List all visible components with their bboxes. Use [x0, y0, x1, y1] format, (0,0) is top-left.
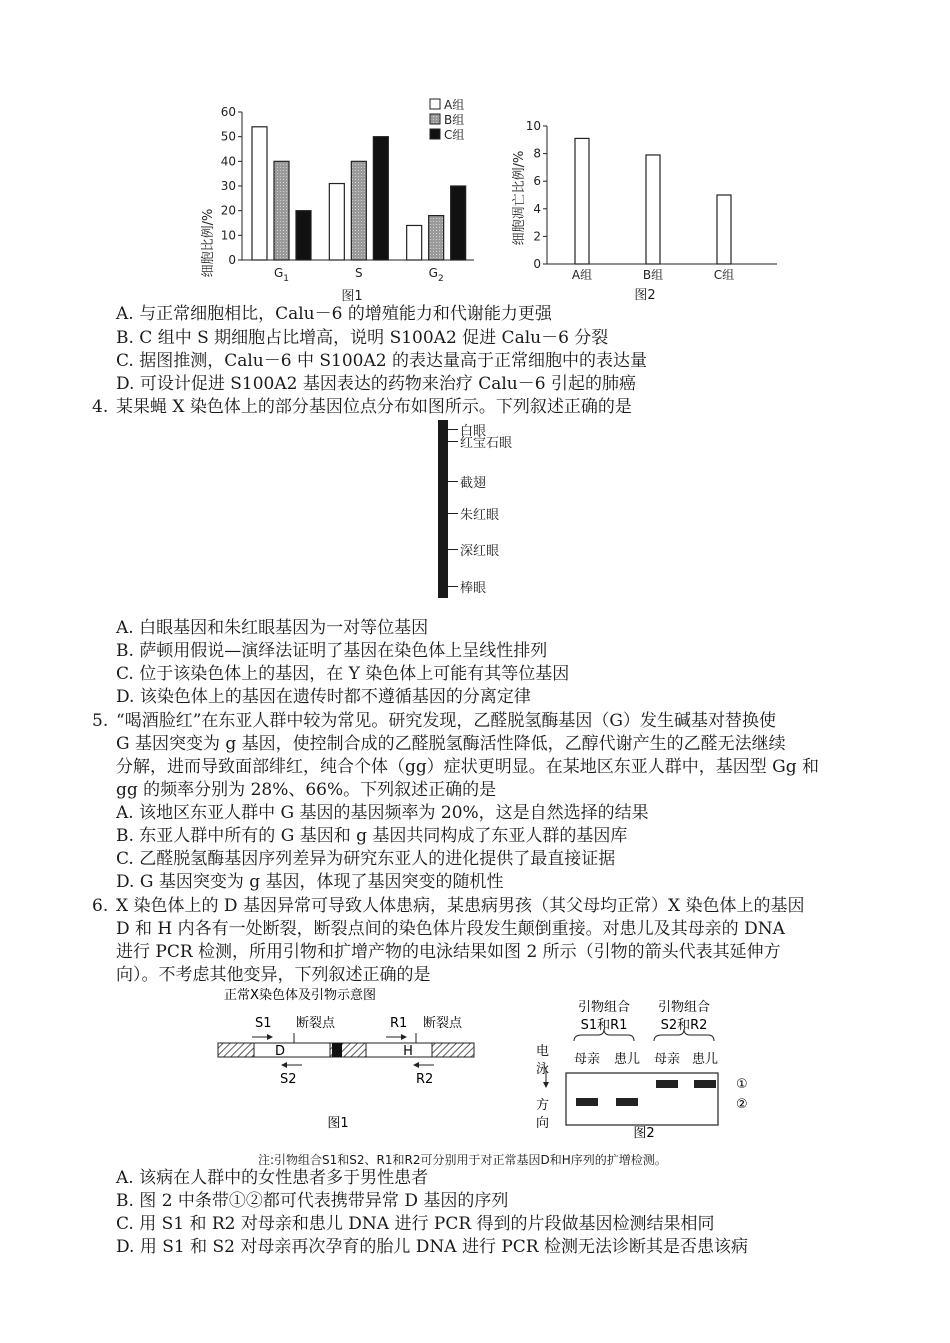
y-tick-label: 20 [220, 203, 236, 218]
y-axis-label: 细胞比例/% [201, 208, 216, 278]
direction-char: 向 [536, 1116, 550, 1131]
bar-G2-B组 [429, 216, 444, 260]
bar-S-C组 [373, 137, 388, 260]
band-1-marker: ① [736, 1077, 748, 1092]
centromere [332, 1043, 342, 1057]
direction-char: 方 [536, 1098, 550, 1113]
gene-label: 截翅 [460, 476, 487, 491]
gene-locus [448, 540, 499, 559]
primer-group-1-name: S1和R1 [580, 1018, 628, 1033]
q5-number: 5. [92, 711, 109, 731]
bar-B组 [646, 155, 660, 264]
bar-G2-C组 [451, 186, 466, 260]
bar-G1-B组 [274, 161, 289, 260]
q3-option-b: B. C 组中 S 期细胞占比增高，说明 S100A2 促进 Calu－6 分裂 [116, 328, 609, 348]
q4-option-c: C. 位于该染色体上的基因，在 Y 染色体上可能有其等位基因 [116, 664, 570, 684]
q4-option-b: B. 萨顿用假说—演绎法证明了基因在染色体上呈线性排列 [116, 641, 548, 661]
fig1-caption: 图1 [327, 1116, 349, 1130]
gene-h-segment [366, 1043, 432, 1057]
gene-tick [448, 513, 458, 514]
x-tick-label: C组 [713, 268, 735, 282]
legend-swatch [430, 129, 440, 139]
q6-stem-line3: 进行 PCR 检测，所用引物和扩增产物的电泳结果如图 2 所示（引物的箭头代表其延伸方 [116, 942, 781, 962]
y-tick-label: 30 [220, 179, 236, 193]
q6-figure-1 [210, 985, 480, 1130]
lane-label: 患儿 [613, 1052, 641, 1067]
fig2-caption: 图2 [633, 1126, 655, 1140]
x-tick-label: $G_1$ [273, 266, 290, 284]
q5-stem-line2: G 基因突变为 g 基因，使控制合成的乙醛脱氢酶活性降低，乙醇代谢产生的乙醛无法继续 [116, 734, 786, 754]
gene-label: 红宝石眼 [460, 436, 513, 451]
gene-tick [448, 441, 458, 442]
gene-tick [448, 481, 458, 482]
gene-tick [448, 429, 458, 430]
band-patient-s1r1 [616, 1098, 638, 1106]
q4-stem: 某果蝇 X 染色体上的部分基因位点分布如图所示。下列叙述正确的是 [116, 397, 632, 417]
q5-option-c: C. 乙醛脱氢酶基因序列差异为研究东亚人的进化提供了最直接证据 [116, 849, 616, 869]
bar-G1-A组 [252, 127, 267, 260]
direction-char: 电 [536, 1044, 550, 1059]
gene-locus-list [448, 420, 568, 600]
x-tick-label: $G_2$ [428, 266, 444, 284]
q6-note: 注:引物组合S1和S2、R1和R2可分别用于对正常基因D和H序列的扩增检测。 [258, 1153, 667, 1167]
y-tick-label: 0 [228, 253, 236, 267]
break-point-2-label: 断裂点 [423, 1016, 463, 1031]
gene-locus [448, 577, 486, 596]
legend-label: A组 [444, 98, 465, 112]
primer-r2-label: R2 [416, 1072, 434, 1087]
gene-label: 白眼 [460, 424, 487, 439]
y-tick-label: 2 [533, 229, 541, 244]
bar-S-A组 [329, 184, 344, 260]
gene-tick [448, 549, 458, 550]
q6-option-a: A. 该病在人群中的女性患者多于男性患者 [116, 1168, 429, 1188]
legend-swatch [430, 114, 440, 124]
primer-s1-label: S1 [255, 1016, 272, 1031]
q6-stem-line4: 向）。不考虑其他变异，下列叙述正确的是 [116, 965, 431, 985]
q3-option-a: A. 与正常细胞相比，Calu－6 的增殖能力和代谢能力更强 [116, 304, 552, 324]
q6-figure-2 [532, 995, 772, 1140]
gene-label: 棒眼 [460, 581, 487, 596]
gene-locus [448, 472, 486, 491]
gene-d-label: D [274, 1044, 286, 1059]
q6-number: 6. [92, 896, 109, 916]
y-tick-label: 60 [220, 105, 236, 119]
lane-label: 患儿 [691, 1052, 719, 1067]
y-tick-label: 50 [220, 129, 236, 144]
y-tick-label: 6 [533, 174, 541, 189]
gene-label: 朱红眼 [460, 508, 500, 523]
bar-G2-A组 [407, 225, 422, 260]
q6-stem-line2: D 和 H 内各有一处断裂，断裂点间的染色体片段发生颠倒重接。对患儿及其母亲的 DNA [116, 919, 785, 939]
q4-option-d: D. 该染色体上的基因在遗传时都不遵循基因的分离定律 [116, 687, 531, 707]
x-tick-label: S [355, 266, 363, 280]
chart-title: 图1 [341, 289, 363, 304]
primer-group-2-title: 引物组合 [657, 1000, 711, 1015]
gene-locus [448, 432, 512, 451]
legend-label: B组 [444, 113, 465, 127]
q5-option-d: D. G 基因突变为 g 基因，体现了基因突变的随机性 [116, 872, 504, 892]
q4-number: 4. [92, 397, 109, 417]
legend-swatch [430, 99, 440, 109]
figure-2-chart [505, 110, 790, 310]
chart-title: 图2 [634, 288, 656, 303]
direction-char: 泳 [536, 1062, 550, 1077]
gene-h-label: H [403, 1044, 413, 1059]
y-axis-label: 细胞凋亡比例/% [512, 150, 527, 246]
figure-1-chart [190, 95, 490, 315]
band-patient-s2r2 [694, 1080, 716, 1088]
q3-option-d: D. 可设计促进 S100A2 基因表达的药物来治疗 Calu－6 引起的肺癌 [116, 374, 636, 394]
band-mother-s2r2 [656, 1080, 678, 1088]
band-mother-s1r1 [576, 1098, 598, 1106]
y-tick-label: 4 [533, 201, 541, 216]
q5-stem-line1: “喝酒脸红”在东亚人群中较为常见。研究发现，乙醛脱氢酶基因（G）发生碱基对替换使 [116, 711, 776, 731]
y-tick-label: 10 [525, 119, 541, 133]
primer-group-1-title: 引物组合 [577, 1000, 631, 1015]
q6-stem-line1: X 染色体上的 D 基因异常可导致人体患病，某患病男孩（其父母均正常）X 染色体上的基因 [116, 896, 805, 916]
band-2-marker: ② [736, 1097, 748, 1112]
gene-label: 深红眼 [460, 544, 500, 559]
primer-r1-label: R1 [390, 1016, 408, 1031]
y-tick-label: 40 [220, 154, 236, 169]
lane-label: 母亲 [653, 1052, 681, 1067]
y-tick-label: 8 [533, 146, 541, 161]
q5-option-b: B. 东亚人群中所有的 G 基因和 g 基因共同构成了东亚人群的基因库 [116, 826, 628, 846]
gene-locus [448, 504, 499, 523]
x-tick-label: B组 [642, 268, 664, 282]
lane-label: 母亲 [573, 1052, 601, 1067]
y-tick-label: 10 [220, 228, 236, 243]
y-tick-label: 0 [533, 257, 541, 271]
primer-s2-label: S2 [280, 1072, 297, 1087]
legend-label: C组 [444, 128, 465, 142]
bar-G1-C组 [296, 211, 311, 260]
bar-A组 [575, 138, 589, 264]
q5-stem-line3: 分解，进而导致面部绯红，纯合个体（gg）症状更明显。在某地区东亚人群中，基因型 Gg 和 [116, 757, 820, 777]
q6-option-b: B. 图 2 中条带①②都可代表携带异常 D 基因的序列 [116, 1191, 509, 1211]
q5-option-a: A. 该地区东亚人群中 G 基因的基因频率为 20%，这是自然选择的结果 [116, 803, 649, 823]
q6-option-d: D. 用 S1 和 S2 对母亲再次孕育的胎儿 DNA 进行 PCR 检测无法诊断其是否患该病 [116, 1237, 749, 1257]
q4-option-a: A. 白眼基因和朱红眼基因为一对等位基因 [116, 618, 429, 638]
primer-group-2-name: S2和R2 [660, 1018, 708, 1033]
x-chromosome-bar [438, 420, 448, 598]
q5-stem-line4: gg 的频率分别为 28%、66%。下列叙述正确的是 [116, 780, 497, 800]
bar-C组 [717, 195, 731, 264]
fig1-title: 正常X染色体及引物示意图 [224, 988, 376, 1003]
gene-d-segment [254, 1043, 330, 1057]
bar-S-B组 [351, 161, 366, 260]
break-point-1-label: 断裂点 [296, 1016, 336, 1031]
q3-option-c: C. 据图推测，Calu－6 中 S100A2 的表达量高于正常细胞中的表达量 [116, 351, 647, 371]
q6-option-c: C. 用 S1 和 R2 对母亲和患儿 DNA 进行 PCR 得到的片段做基因检测结果相同 [116, 1214, 715, 1234]
gene-tick [448, 586, 458, 587]
x-tick-label: A组 [571, 268, 593, 282]
